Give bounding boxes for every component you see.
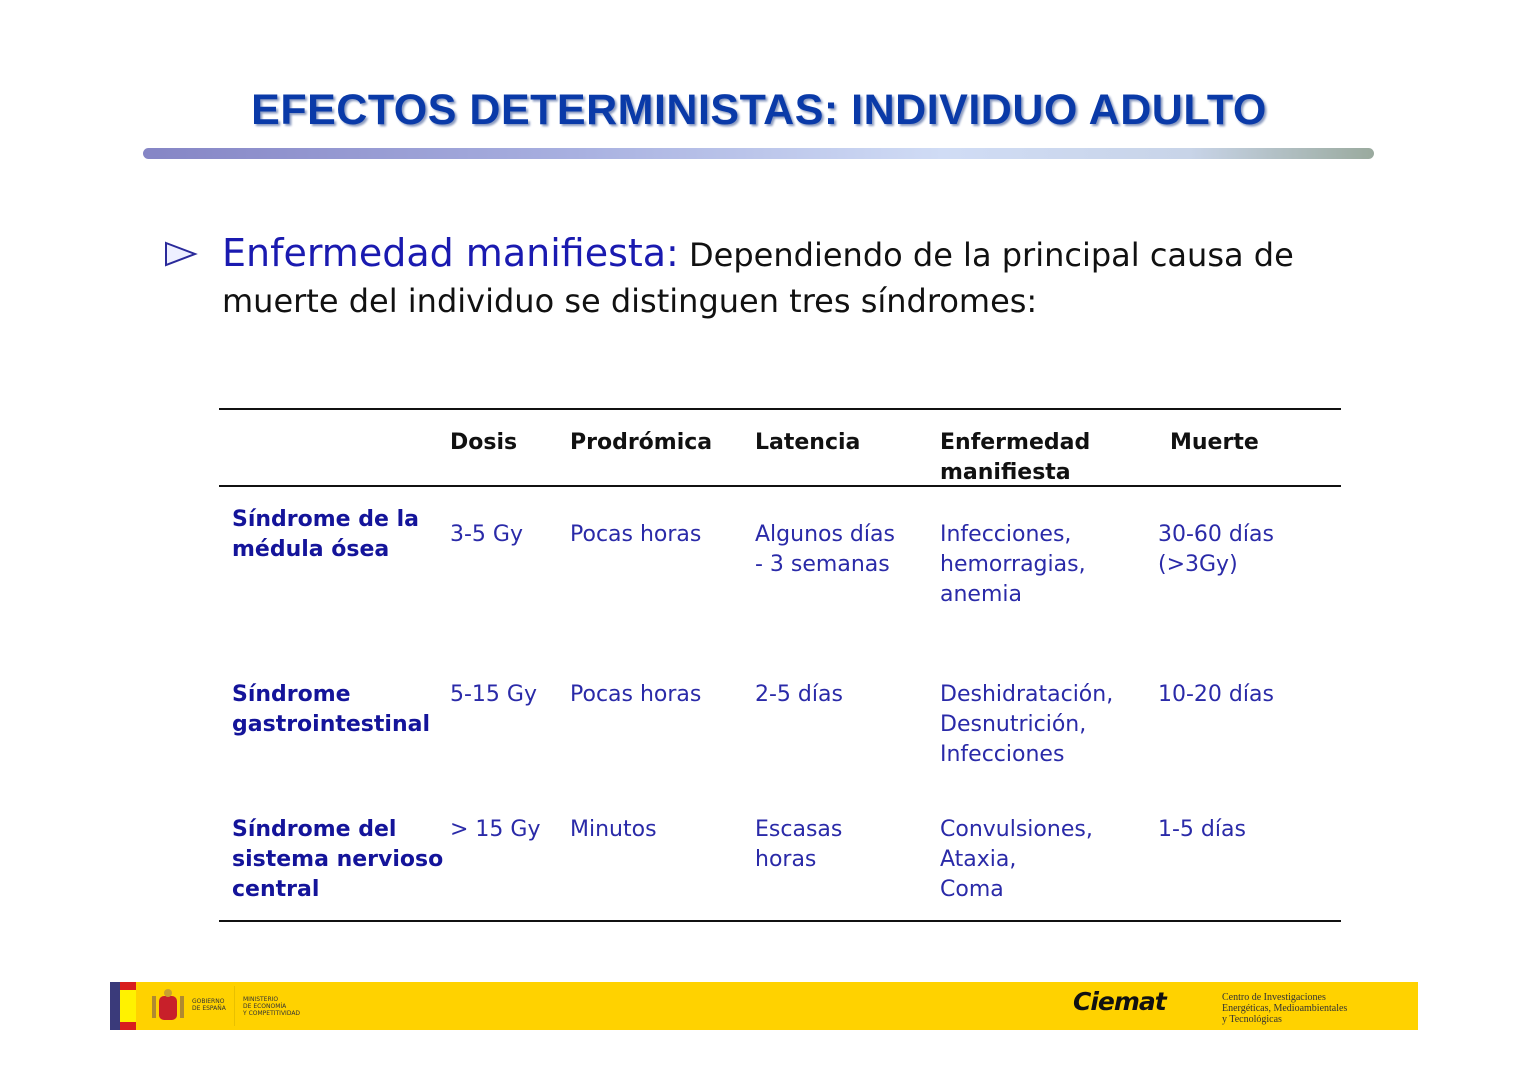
cell-muerte: 1-5 días [1158,817,1246,842]
ministry-label: MINISTERIO DE ECONOMÍA Y COMPETITIVIDAD [243,996,301,1017]
footer-banner [110,982,1418,1030]
cell-muerte: 10-20 días [1158,682,1274,707]
intro-text: Dependiendo de la principal causa de muerte del individuo se distinguen tres síndromes: [222,236,1294,320]
header-enfermedad: Enfermedad manifiesta [940,430,1091,485]
gobierno-label: GOBIERNO DE ESPAÑA [192,998,226,1012]
header-latencia: Latencia [755,430,861,455]
ciemat-logo: Ciemat [1073,987,1166,1016]
cell-prodromica: Minutos [570,817,657,842]
cell-dosis: 5-15 Gy [450,682,537,707]
slide-title: EFECTOS DETERMINISTAS: INDIVIDUO ADULTO [251,86,1267,134]
table-top-rule [219,408,1341,410]
header-dosis: Dosis [450,430,518,455]
cell-row-header: Síndrome gastrointestinal [232,682,431,737]
cell-enfermedad: Convulsiones, Ataxia, Coma [940,817,1093,902]
cell-prodromica: Pocas horas [570,682,702,707]
cell-latencia: Escasas horas [755,817,843,872]
cell-dosis: 3-5 Gy [450,522,523,547]
footer-divider [234,986,235,1026]
table-bottom-rule [219,920,1341,922]
title-underline [143,148,1374,159]
triangle-bullet-icon [163,240,199,268]
spain-flag-icon [110,982,136,1030]
intro-paragraph [222,230,1342,324]
cell-dosis: > 15 Gy [450,817,541,842]
table-header-rule [219,485,1341,487]
cell-muerte: 30-60 días (>3Gy) [1158,522,1274,577]
intro-highlight: Enfermedad manifiesta: [222,231,679,275]
cell-row-header: Síndrome de la médula ósea [232,507,419,562]
cell-row-header: Síndrome del sistema nervioso central [232,817,444,902]
header-muerte: Muerte [1170,430,1259,455]
cell-prodromica: Pocas horas [570,522,702,547]
cell-latencia: 2-5 días [755,682,843,707]
coat-of-arms-icon [150,988,186,1024]
cell-enfermedad: Infecciones, hemorragias, anemia [940,522,1086,607]
ciemat-description: Centro de Investigaciones Energéticas, Medioambientales y Tecnológicas [1222,992,1348,1025]
cell-enfermedad: Deshidratación, Desnutrición, Infecciones [940,682,1114,767]
cell-latencia: Algunos días - 3 semanas [755,522,895,577]
header-prodromica: Prodrómica [570,430,713,455]
